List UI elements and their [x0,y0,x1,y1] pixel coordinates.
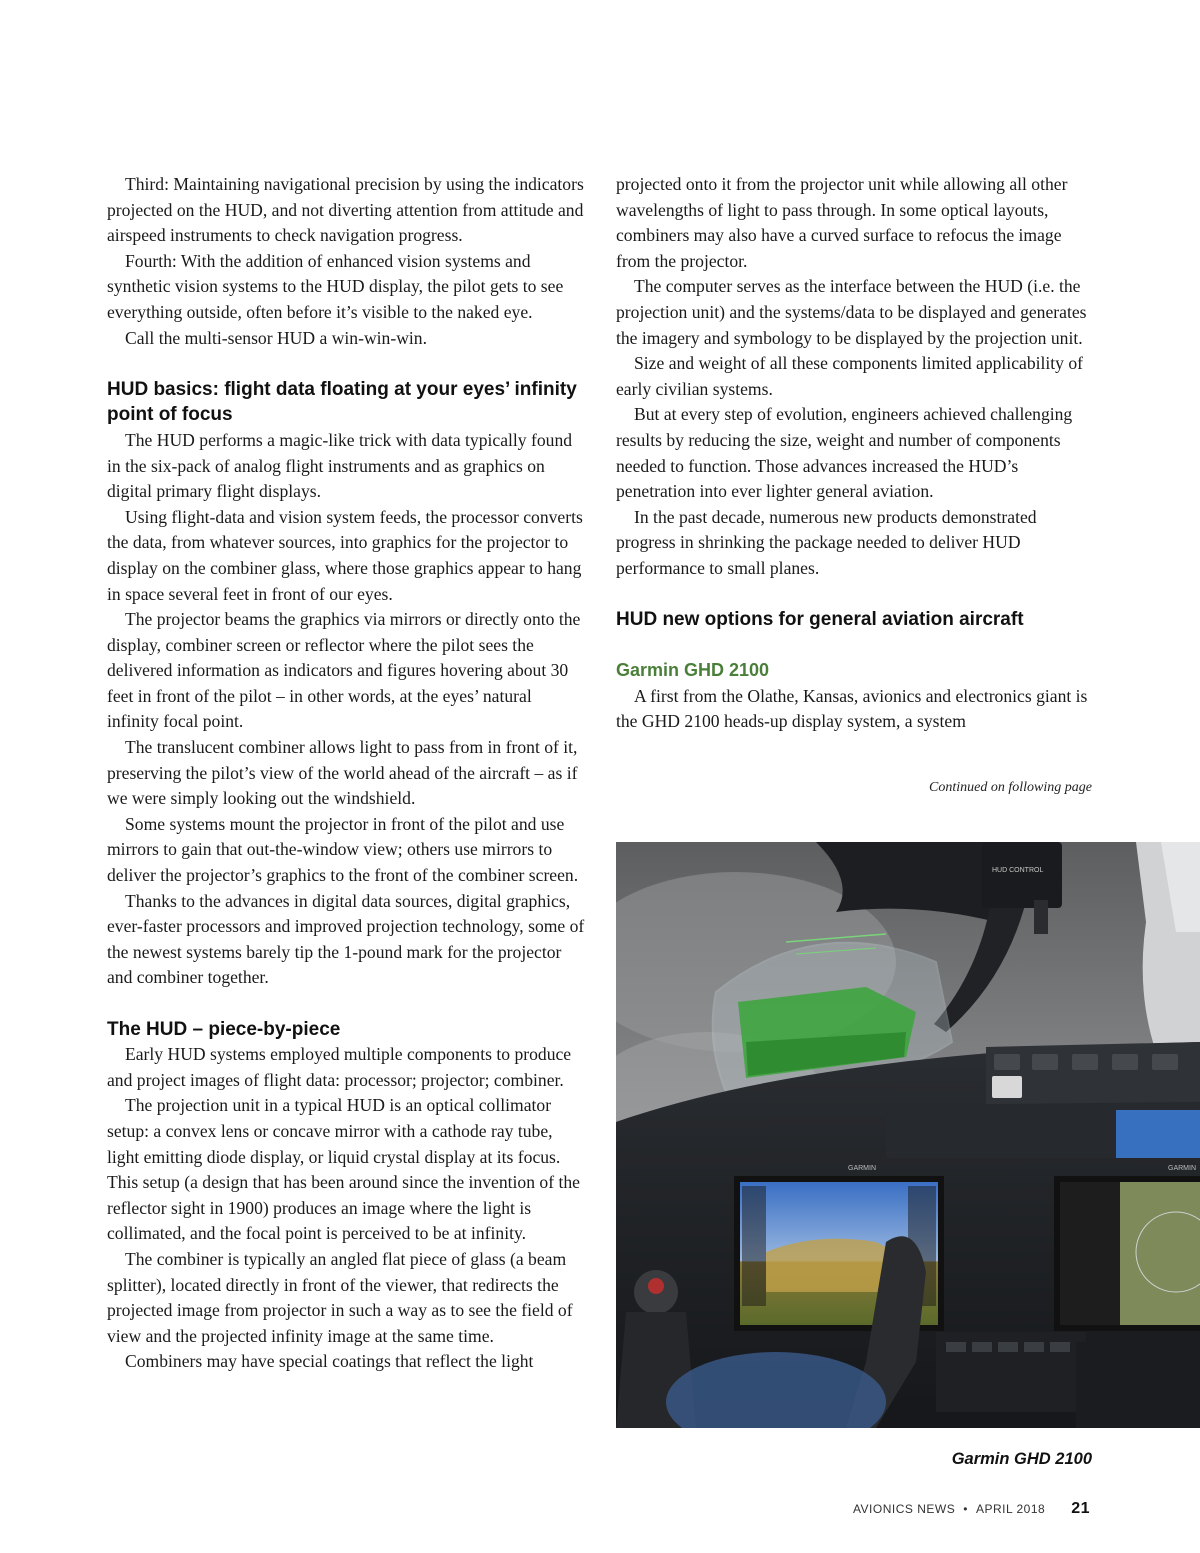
left-column [107,172,585,1375]
issue-date: APRIL 2018 [975,1502,1046,1516]
page-footer [853,1500,1090,1518]
paragraph: The translucent combiner allows light to pass from in front of it, preserving the pilot’s view of the world ahead of the aircraft – as if we were simply looking out the windshield. [107,737,578,809]
paragraph: Some systems mount the projector in front of the pilot and use mirrors to gain that out-the-window view; others use mirrors to deliver the projector’s graphics to the front of the combiner screen. [107,813,579,886]
paragraph: The projection unit in a typical HUD is an optical collimator setup: a convex lens or concave mirror with a cathode ray tube, light emitting diode display, or liquid crystal display at its focus. This setup (a design that has been around since the invention of the reflector sight in 1900) produces an image where the light is collimated, and the focal point is perceived to be at infinity. [107,1095,580,1244]
hud-control-label: HUD CONTROL [992,867,1044,874]
paragraph: Using flight-data and vision system feeds, the processor converts the data, from whatever sources, into graphics for the projector to display on the combiner glass, where those graphics appear to hang in space several feet in front of our eyes. [107,506,583,604]
cockpit-photo [616,842,1200,1428]
paragraph: But at every step of evolution, engineers achieved challenging results by reducing the size, weight and number of components needed to function. Those advances increased the HUD’s penetration into ever lighter general aviation. [616,404,1073,502]
right-column [616,172,1094,735]
garmin-label-right: GARMIN [1168,1165,1196,1172]
paragraph: The projector beams the graphics via mirrors or directly onto the display, combiner screen or reflector where the pilot sees the delivered information as indicators and figures hovering about 30 feet in front of the pilot – in other words, at the eyes’ natural infinity focal point. [107,609,581,732]
paragraph: Size and weight of all these components limited applicability of early civilian systems. [616,353,1084,399]
paragraph: Combiners may have special coatings that reflect the light [125,1351,534,1372]
section-heading: HUD new options for general aviation aircraft [616,609,1024,631]
paragraph: A first from the Olathe, Kansas, avionics and electronics giant is the GHD 2100 heads-up display system, a system [616,685,1088,732]
paragraph: The computer serves as the interface between the HUD (i.e. the projection unit) and the systems/data to be displayed and generates the imagery and symbology to be displayed by the projection unit. [616,276,1087,348]
paragraph: The combiner is typically an angled flat piece of glass (a beam splitter), located directly in front of the viewer, that redirects the projected image from projector in such a way as to see the field of view and the projected infinity image at the same time. [107,1248,573,1346]
paragraph: Third: Maintaining navigational precision by using the indicators projected on the HUD, and not diverting attention from attitude and airspeed instruments to check navigation progress. [107,174,584,246]
publication-name: AVIONICS NEWS [852,1502,956,1516]
paragraph: In the past decade, numerous new products demonstrated progress in shrinking the package needed to deliver HUD performance to small planes. [616,506,1037,578]
footer-bullet: • [963,1502,968,1516]
garmin-label-left: GARMIN [848,1165,876,1172]
section-heading: The HUD – piece-by-piece [107,1018,341,1040]
section-heading: HUD basics: flight data floating at your eyes’ infinity point of focus [107,378,577,426]
paragraph: Call the multi-sensor HUD a win-win-win. [125,327,427,348]
paragraph: projected onto it from the projector unit while allowing all other wavelengths of light to pass through. In some optical layouts, combiners may also have a curved surface to refocus the image from the projector. [616,174,1068,271]
paragraph: Fourth: With the addition of enhanced vision systems and synthetic vision systems to the HUD display, the pilot gets to see everything outside, often before it’s visible to the naked eye. [107,250,564,322]
subsection-heading: Garmin GHD 2100 [616,660,770,681]
page-number: 21 [1071,1500,1090,1517]
continued-note: Continued on following page [929,780,1092,795]
paragraph: Thanks to the advances in digital data sources, digital graphics, ever-faster processors and improved projection technology, some of the newest systems barely tip the 1-pound mark for the projector and combiner together. [107,890,585,988]
photo-caption: Garmin GHD 2100 [951,1450,1092,1468]
paragraph: The HUD performs a magic-like trick with data typically found in the six-pack of analog flight instruments and as graphics on digital primary flight displays. [107,429,573,502]
paragraph: Early HUD systems employed multiple components to produce and project images of flight data: processor; projector; combiner. [107,1044,572,1090]
